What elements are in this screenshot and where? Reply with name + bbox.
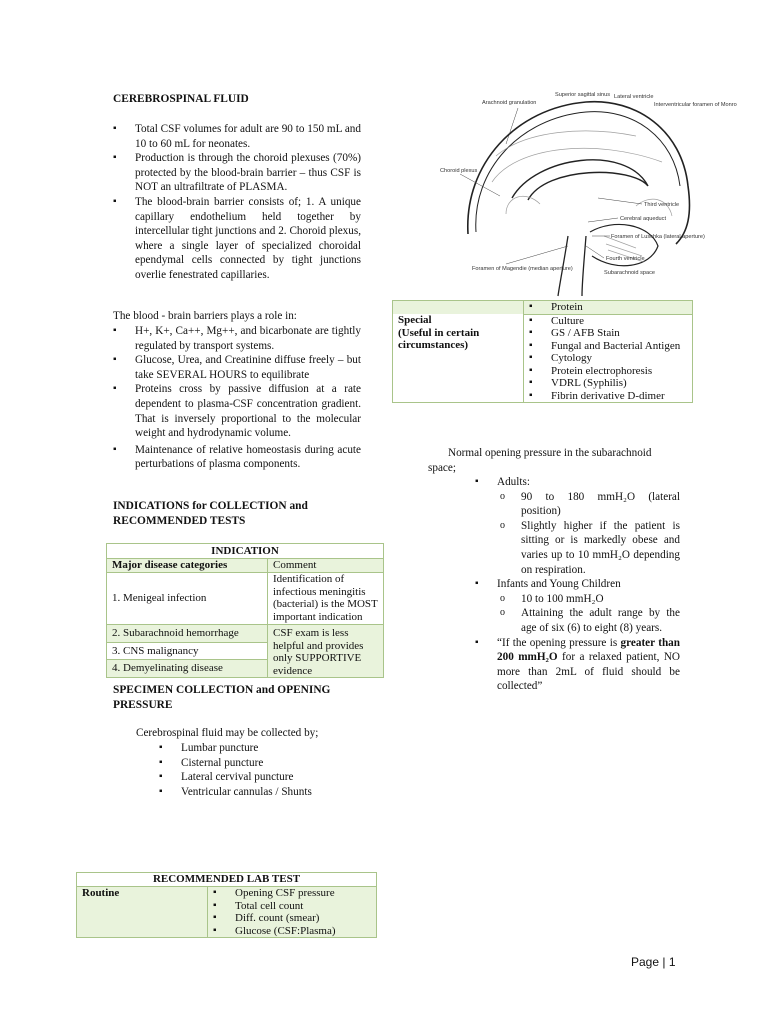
special-label bbox=[393, 314, 524, 403]
diagram-label: Subarachnoid space bbox=[604, 270, 656, 276]
list-item: ▪ Lumbar puncture bbox=[159, 741, 359, 756]
diagram-label: Cerebral aqueduct bbox=[620, 216, 667, 222]
intro-bullet-list bbox=[113, 122, 361, 283]
indication-table-header: INDICATION bbox=[107, 544, 384, 559]
table-cell: CSF exam is less helpful and provides only SUPPORTIVE evidence bbox=[268, 625, 384, 678]
lab-table-header: RECOMMENDED LAB TEST bbox=[77, 873, 377, 887]
list-item: ▪ Proteins cross by passive diffusion at a rate dependent to plasma-CSF concentration gradient. That is inversely proportional to the molecular weight and hydrodynamic volume. bbox=[113, 382, 361, 440]
list-item: ▪ Diff. count (smear) bbox=[213, 912, 371, 925]
list-item bbox=[475, 577, 680, 635]
diagram-label: Third ventricle bbox=[644, 202, 680, 208]
infants-label: Infants and Young Children bbox=[497, 578, 621, 591]
list-item: ▪ Total CSF volumes for adult are 90 to 150 mL and 10 to 60 mL for neonates. bbox=[113, 122, 361, 151]
list-item: ▪ Protein electrophoresis bbox=[529, 365, 687, 378]
quote-emphasis: greater than 200 mmH₂O bbox=[497, 636, 680, 664]
diagram-label: Choroid plexus bbox=[440, 168, 478, 174]
barrier-lead-text: The blood - brain barriers plays a role in: bbox=[113, 310, 297, 322]
diagram-label: Foramen of Magendie (median aperture) bbox=[472, 266, 573, 272]
list-item: o Slightly higher if the patient is sitting or is markedly obese and varies up to 10 mmH₂O depending on respiration. bbox=[497, 519, 680, 577]
collection-method-list bbox=[159, 741, 359, 799]
special-test-list bbox=[529, 315, 687, 403]
routine-test-list bbox=[213, 887, 371, 937]
table-cell bbox=[524, 301, 693, 315]
special-label-line: Special bbox=[398, 314, 432, 326]
special-label-line: (Useful in certain circumstances) bbox=[398, 326, 480, 351]
skull-outline bbox=[468, 102, 690, 244]
pressure-list bbox=[475, 475, 680, 694]
list-item: ▪ Opening CSF pressure bbox=[213, 887, 371, 900]
diagram-label: Superior sagittal sinus bbox=[555, 92, 611, 98]
diagram-label: Fourth ventricle bbox=[606, 256, 645, 262]
table-cell: 3. CNS malignancy bbox=[107, 642, 268, 660]
page-number: 1 bbox=[668, 955, 676, 969]
quote-text: for a relaxed patient, NO more than 2mL of fluid should be collected” bbox=[497, 651, 680, 693]
pressure-lead-text: Normal opening pressure in the subarachnoid space; bbox=[428, 447, 652, 474]
list-item: ▪ H+, K+, Ca++, Mg++, and bicarbonate are tightly regulated by transport systems. bbox=[113, 324, 361, 353]
document-title: CEREBROSPINAL FLUID bbox=[113, 93, 249, 105]
list-item: ▪ Cisternal puncture bbox=[159, 756, 359, 771]
list-item: o Attaining the adult range by the age of six (6) to eight (8) years. bbox=[497, 606, 680, 635]
list-item: ▪ Cytology bbox=[529, 352, 687, 365]
table-cell: Identification of infectious meningitis (bacterial) is the MOST important indication bbox=[268, 573, 384, 625]
routine-label: Routine bbox=[77, 887, 208, 938]
diagram-label: Lateral ventricle bbox=[614, 94, 654, 100]
specimen-heading: SPECIMEN COLLECTION and OPENING PRESSURE bbox=[113, 684, 331, 711]
diagram-label: Arachnoid granulation bbox=[482, 100, 537, 106]
adults-label: Adults: bbox=[497, 476, 530, 488]
list-item: ▪ Glucose, Urea, and Creatinine diffuse freely – but take SEVERAL HOURS to equilibrate bbox=[113, 353, 361, 382]
barrier-bullet-list bbox=[113, 324, 361, 472]
list-item: ▪ Production is through the choroid plexuses (70%) protected by the blood-brain barrier – thus CSF is NOT an ultrafiltrate of PLASMA. bbox=[113, 151, 361, 195]
list-item: ▪ Fibrin derivative D-dimer bbox=[529, 390, 687, 403]
special-test-table bbox=[392, 300, 693, 403]
adults-sublist bbox=[497, 490, 680, 578]
column-header: Comment bbox=[268, 559, 384, 573]
quote-text: “If the opening pressure is bbox=[497, 636, 621, 649]
diagram-label: Foramen of Luschka (lateral aperture) bbox=[611, 234, 705, 240]
list-item: ▪ Lateral cervival puncture bbox=[159, 770, 359, 785]
collection-lead-text: Cerebrospinal fluid may be collected by; bbox=[136, 727, 319, 739]
page-footer bbox=[631, 955, 676, 969]
list-item: o 10 to 100 mmH₂O bbox=[497, 592, 680, 607]
column-header: Major disease categories bbox=[107, 559, 268, 573]
indication-table bbox=[106, 543, 384, 678]
list-item: ▪ Ventricular cannulas / Shunts bbox=[159, 785, 359, 800]
list-item: ▪ Glucose (CSF:Plasma) bbox=[213, 925, 371, 938]
list-item bbox=[475, 636, 680, 694]
list-item: ▪ GS / AFB Stain bbox=[529, 327, 687, 340]
dura-outline bbox=[476, 112, 680, 232]
list-item: ▪ The blood-brain barrier consists of; 1. A unique capillary endothelium held together by intercellular tight junctions and 2. Choroid plexus, where a single layer of specialized choroidal ependymal cells connected by tight junctions overlie fenestrated capillaries. bbox=[113, 195, 361, 283]
page-label: Page bbox=[631, 955, 660, 969]
list-item: ▪ Protein bbox=[529, 301, 687, 314]
list-item: o 90 to 180 mmH₂O (lateral position) bbox=[497, 490, 680, 519]
list-item bbox=[475, 475, 680, 577]
list-item: ▪ Culture bbox=[529, 315, 687, 328]
table-cell: 4. Demyelinating disease bbox=[107, 660, 268, 678]
list-item: ▪ Total cell count bbox=[213, 900, 371, 913]
table-cell bbox=[393, 301, 524, 315]
table-cell: 1. Menigeal infection bbox=[107, 573, 268, 625]
lab-test-table bbox=[76, 872, 377, 938]
infants-sublist bbox=[497, 592, 680, 636]
brain-ventricle-diagram bbox=[436, 86, 737, 296]
diagram-label: Interventricular foramen of Monro bbox=[654, 102, 737, 108]
table-cell: 2. Subarachnoid hemorrhage bbox=[107, 625, 268, 643]
corpus-callosum bbox=[512, 160, 648, 200]
footer-separator: | bbox=[662, 955, 666, 969]
list-item: ▪ Maintenance of relative homeostasis during acute perturbations of plasma components. bbox=[113, 443, 361, 472]
list-item: ▪ Fungal and Bacterial Antigen bbox=[529, 340, 687, 353]
list-item: ▪ VDRL (Syphilis) bbox=[529, 377, 687, 390]
indications-heading: INDICATIONS for COLLECTION and RECOMMENDED TESTS bbox=[113, 500, 308, 527]
